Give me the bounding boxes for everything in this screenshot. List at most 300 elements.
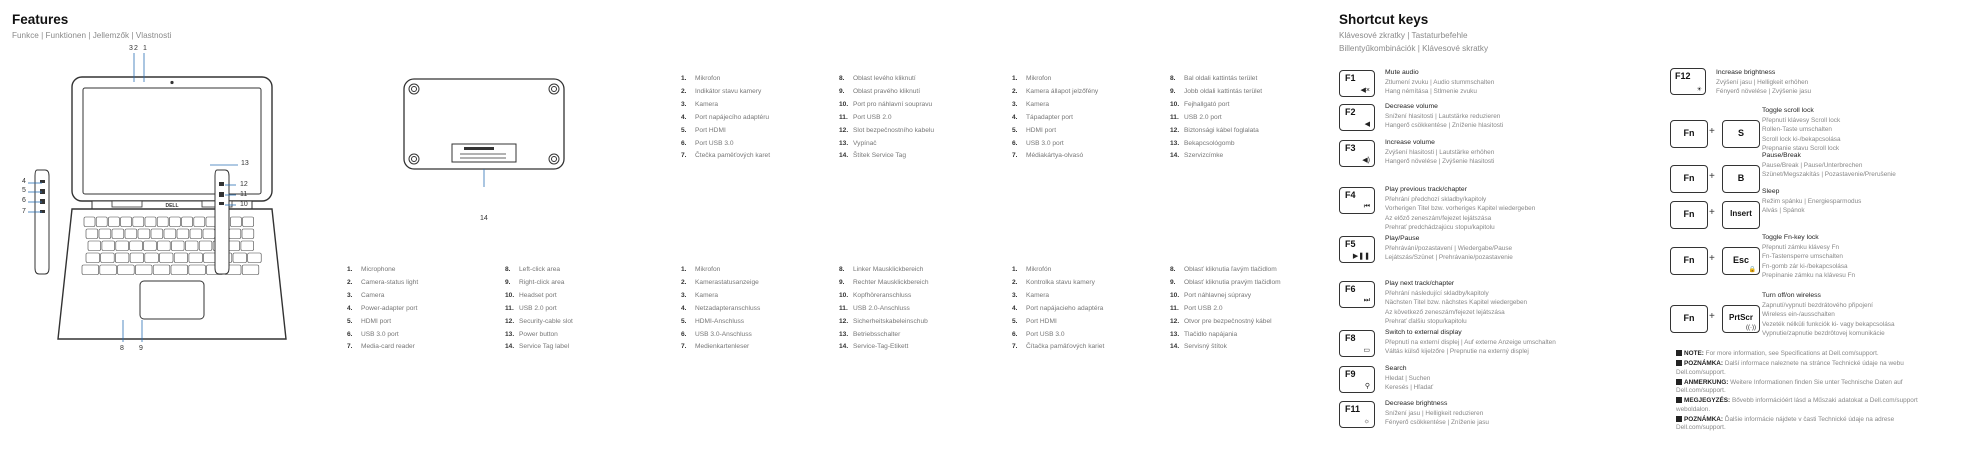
feature-item-label: Right-click area — [519, 278, 565, 286]
feature-item-label: Service-Tag-Etikett — [853, 343, 909, 351]
feature-item — [505, 341, 573, 354]
feature-item-label: Linker Mausklickbereich — [853, 266, 924, 273]
shortcut-description — [1762, 233, 1855, 281]
feature-item — [681, 125, 770, 138]
feature-item-label: USB 2.0 port — [519, 304, 557, 312]
key-label: Insert — [1730, 209, 1752, 218]
feature-item-number: 12. — [505, 317, 515, 325]
key-label: F5 — [1345, 239, 1356, 249]
note — [1676, 397, 1921, 414]
feature-item-label: Slot bezpečnostního kabelu — [853, 126, 935, 134]
key-f3 — [1339, 140, 1375, 167]
feature-list-sk-col1 — [1012, 264, 1104, 354]
feature-item-number: 10. — [1170, 100, 1180, 108]
key-f12 — [1670, 68, 1706, 95]
note-icon — [1676, 379, 1682, 385]
external-display-icon: ▭ — [1363, 347, 1370, 354]
shortcut-translation: Fényerő csökkentése | Zníženie jasu — [1385, 419, 1489, 427]
feature-item — [839, 316, 929, 329]
feature-item — [681, 264, 760, 277]
feature-item — [347, 341, 418, 354]
feature-item — [1012, 303, 1104, 316]
shortcut-translation: Přepnutí na externí displej | Auf externe Anzeige umschalten — [1385, 338, 1556, 346]
feature-item-number: 12. — [1170, 126, 1180, 134]
feature-item-number: 6. — [681, 330, 687, 338]
feature-item — [1012, 264, 1104, 277]
feature-item-label: Kamera állapot jelzőfény — [1026, 87, 1099, 95]
plus-sign: + — [1709, 171, 1715, 182]
feature-item-label: Mikrofón — [1026, 266, 1052, 273]
feature-item — [1012, 150, 1098, 163]
feature-item-label: USB 3.0 port — [361, 330, 399, 338]
feature-item-label: Camera — [361, 291, 385, 299]
feature-item-number: 8. — [1170, 75, 1176, 82]
feature-item-label: Bal oldali kattintás terület — [1184, 75, 1258, 82]
shortcut-translation: Hledat | Suchen — [1385, 374, 1431, 382]
shortcut-translation: Az következő zeneszám/fejezet lejátszása — [1385, 308, 1505, 316]
feature-item-number: 11. — [1170, 113, 1179, 121]
feature-item — [1170, 138, 1262, 151]
feature-item-number: 9. — [505, 278, 511, 286]
key-label: Fn — [1683, 313, 1695, 323]
feature-item-label: USB 2.0 port — [1184, 113, 1222, 121]
feature-item — [681, 86, 770, 99]
shortcut-translation: Přehrání následující skladby/kapitoly — [1385, 289, 1489, 297]
feature-item-label: Port HDMI — [1026, 317, 1057, 325]
plus-sign: + — [1709, 207, 1715, 218]
feature-item — [1170, 86, 1262, 99]
feature-item-label: Biztonsági kábel foglalata — [1184, 126, 1259, 134]
feature-item-label: Čtečka paměťových karet — [695, 152, 771, 160]
feature-item-label: Netzadapteranschluss — [695, 304, 761, 312]
feature-item-label: Mikrofon — [695, 75, 721, 82]
shortcut-translation: Fn-Tastensperre umschalten — [1762, 253, 1843, 261]
shortcut-translation: Nächsten Titel bzw. nächstes Kapitel wiedergeben — [1385, 299, 1528, 307]
next-track-icon: ⏭ — [1363, 297, 1370, 304]
key-f11 — [1339, 401, 1375, 428]
shortcut-keys-subtitle-1: Klávesové zkratky | Tastaturbefehle — [1339, 31, 1468, 40]
feature-item-number: 2. — [1012, 87, 1018, 95]
feature-list-en-col2 — [505, 264, 573, 354]
shortcut-keys-subtitle-2: Billentyűkombinációk | Klávesové skratky — [1339, 44, 1489, 53]
key-label: Esc — [1732, 255, 1749, 265]
shortcut-title: Switch to external display — [1385, 329, 1462, 336]
plus-sign: + — [1709, 253, 1715, 264]
feature-item-label: Power-adapter port — [361, 304, 418, 312]
feature-item-label: Jobb oldali kattintás terület — [1184, 87, 1263, 95]
feature-item-number: 13. — [1170, 139, 1180, 147]
feature-item-label: Service Tag label — [519, 343, 570, 351]
note-text: Bővebb információért lásd a Műszaki adatokat a Dell.com/support weboldalon. — [1676, 397, 1918, 413]
note-text: Weitere Informationen finden Sie unter Technische Daten auf Dell.com/support. — [1676, 378, 1903, 395]
feature-item-label: Kopfhöreranschluss — [853, 291, 912, 299]
notes-block — [1676, 350, 1921, 435]
key-label: Fn — [1683, 128, 1695, 138]
feature-list-hu-col2 — [1170, 73, 1262, 163]
feature-item-number: 9. — [839, 87, 845, 95]
feature-item-number: 13. — [839, 330, 849, 338]
feature-item-number: 14. — [839, 343, 849, 351]
feature-item-label: Mikrofon — [695, 266, 721, 273]
feature-item-label: HDMI port — [361, 317, 392, 325]
shortcut-description — [1762, 187, 1861, 216]
feature-item — [1170, 112, 1262, 125]
note-label: POZNÁMKA: — [1684, 416, 1724, 424]
feature-item-number: 4. — [681, 304, 687, 312]
shortcut-description — [1385, 364, 1433, 393]
feature-item — [347, 277, 418, 290]
feature-item-number: 14. — [839, 152, 849, 160]
feature-item-number: 4. — [1012, 304, 1018, 312]
key-fn — [1670, 305, 1708, 333]
lock-icon: 🔒 — [1748, 267, 1756, 273]
feature-item-number: 5. — [681, 126, 687, 134]
callout-6: 6 — [22, 197, 26, 204]
key-label: B — [1737, 173, 1745, 183]
feature-item — [1012, 341, 1104, 354]
feature-item — [1012, 112, 1098, 125]
shortcut-translation: Alvás | Spánok — [1762, 207, 1805, 215]
wireless-icon: ((·)) — [1746, 325, 1756, 331]
key-f5 — [1339, 236, 1375, 263]
feature-item-number: 6. — [681, 139, 687, 147]
feature-item — [1170, 329, 1281, 342]
key-label: Fn — [1683, 255, 1695, 265]
key-esc — [1722, 247, 1760, 275]
feature-item — [505, 303, 573, 316]
feature-item-label: Rechter Mausklickbereich — [853, 278, 929, 286]
shortcut-description — [1385, 234, 1513, 263]
shortcut-title: Play next track/chapter — [1385, 280, 1455, 287]
shortcut-title: Pause/Break — [1762, 152, 1801, 159]
shortcut-translation: Ztlumení zvuku | Audio stummschalten — [1385, 78, 1495, 86]
feature-item-number: 8. — [505, 266, 511, 273]
feature-item — [839, 150, 934, 163]
key-label: PrtScr — [1728, 313, 1753, 322]
feature-item-number: 13. — [839, 139, 849, 147]
feature-item — [347, 303, 418, 316]
feature-item-label: Betriebsschalter — [853, 330, 901, 338]
key-insert — [1722, 201, 1760, 229]
note — [1676, 416, 1921, 433]
note — [1676, 350, 1921, 358]
feature-item-label: USB 2.0-Anschluss — [853, 304, 910, 312]
key-b — [1722, 165, 1760, 193]
feature-list-de-col1 — [681, 264, 760, 354]
feature-item-number: 2. — [681, 278, 687, 286]
note-text: Další informace naleznete na stránce Technické údaje na webu Dell.com/support. — [1676, 360, 1904, 376]
feature-item-label: Port HDMI — [695, 126, 726, 134]
feature-item — [505, 264, 573, 277]
feature-list-en-col1 — [347, 264, 418, 354]
callout-12: 12 — [240, 181, 248, 188]
feature-item-number: 10. — [1170, 291, 1180, 299]
key-f1 — [1339, 70, 1375, 97]
feature-item-number: 14. — [1170, 343, 1180, 351]
shortcut-translation: Zvýšení hlasitosti | Lautstärke erhöhen — [1385, 148, 1495, 156]
feature-item — [839, 329, 929, 342]
feature-item — [505, 316, 573, 329]
shortcut-translation: Snížení hlasitosti | Lautstärke reduzieren — [1385, 112, 1501, 120]
feature-item-number: 11. — [505, 304, 514, 312]
key-label: F9 — [1345, 369, 1356, 379]
key-f8 — [1339, 330, 1375, 357]
shortcut-translation: Režim spánku | Energiesparmodus — [1762, 197, 1862, 205]
feature-item-label: Camera-status light — [361, 278, 419, 286]
feature-item-label: Oblast pravého kliknutí — [853, 87, 921, 95]
feature-item-number: 6. — [347, 330, 353, 338]
key-label: S — [1737, 128, 1744, 138]
feature-item — [505, 277, 573, 290]
key-label: F11 — [1345, 404, 1361, 414]
feature-item-number: 9. — [1170, 87, 1176, 95]
callout-8: 8 — [120, 345, 124, 352]
callout-7: 7 — [22, 208, 26, 215]
feature-item — [681, 303, 760, 316]
brightness-down-icon: ☼ — [1363, 418, 1370, 425]
callout-3: 3 — [129, 45, 133, 52]
feature-item — [681, 99, 770, 112]
feature-item — [839, 303, 929, 316]
feature-item-number: 8. — [839, 266, 845, 273]
feature-item — [839, 73, 934, 86]
callout-lines — [0, 0, 300, 300]
feature-item-number: 2. — [1012, 278, 1018, 286]
feature-item-label: Port USB 2.0 — [1184, 304, 1223, 312]
shortcut-description — [1385, 279, 1527, 327]
feature-item — [839, 138, 934, 151]
key-f2 — [1339, 104, 1375, 131]
shortcut-description — [1385, 68, 1494, 97]
feature-item-number: 1. — [347, 266, 353, 273]
feature-item — [839, 112, 934, 125]
feature-item — [681, 112, 770, 125]
feature-item-label: Čítačka pamäťových kariet — [1026, 343, 1105, 351]
previous-track-icon: ⏮ — [1363, 203, 1370, 210]
feature-item-label: Indikátor stavu kamery — [695, 87, 762, 95]
feature-item-number: 3. — [347, 291, 353, 299]
feature-item-number: 6. — [1012, 139, 1018, 147]
feature-item — [681, 150, 770, 163]
feature-item — [681, 316, 760, 329]
note-icon — [1676, 360, 1682, 366]
note-label: ANMERKUNG: — [1684, 378, 1729, 386]
shortcut-translation: Szünet/Megszakítás | Pozastavenie/Prerušenie — [1762, 171, 1896, 179]
feature-item-label: Oblasť kliknutia ľavým tlačidlom — [1184, 266, 1277, 273]
key-s — [1722, 120, 1760, 148]
feature-item-number: 7. — [681, 343, 687, 351]
note-text: Ďalšie informácie nájdete v časti Technické údaje na adrese Dell.com/support. — [1676, 416, 1895, 432]
feature-item-number: 7. — [681, 152, 687, 160]
feature-item-number: 8. — [839, 75, 845, 82]
feature-item — [839, 99, 934, 112]
key-label: F6 — [1345, 284, 1356, 294]
feature-item-label: HDMI port — [1026, 126, 1057, 134]
callout-11: 11 — [240, 191, 248, 198]
shortcut-translation: Scroll lock ki-/bekapcsolása — [1762, 135, 1841, 143]
feature-item — [505, 290, 573, 303]
feature-item-number: 10. — [505, 291, 515, 299]
callout-14: 14 — [480, 215, 488, 222]
shortcut-title: Increase volume — [1385, 139, 1435, 146]
feature-item-number: 5. — [1012, 126, 1018, 134]
feature-item — [681, 73, 770, 86]
key-label: F2 — [1345, 107, 1356, 117]
shortcut-translation: Vorherigen Titel bzw. vorheriges Kapitel wiedergeben — [1385, 205, 1536, 213]
feature-item — [1012, 86, 1098, 99]
feature-item — [1170, 341, 1281, 354]
key-f4 — [1339, 187, 1375, 214]
feature-item-number: 9. — [1170, 278, 1176, 286]
feature-item-label: Port napájecího adaptéru — [695, 113, 770, 121]
feature-item — [347, 290, 418, 303]
feature-item-label: Kamera — [1026, 291, 1050, 299]
key-f6 — [1339, 281, 1375, 308]
shortcut-translation: Wireless ein-/ausschalten — [1762, 311, 1835, 319]
shortcut-title: Play previous track/chapter — [1385, 186, 1467, 193]
feature-item — [347, 264, 418, 277]
feature-item-number: 4. — [1012, 113, 1018, 121]
feature-item — [1170, 99, 1262, 112]
feature-item-number: 3. — [681, 291, 687, 299]
feature-item — [681, 329, 760, 342]
feature-item-label: Bekapcsológomb — [1184, 139, 1235, 147]
feature-item-label: Security-cable slot — [519, 317, 573, 325]
shortcut-description — [1762, 106, 1841, 154]
shortcut-description — [1762, 151, 1896, 180]
feature-item — [839, 277, 929, 290]
feature-item-number: 1. — [1012, 266, 1018, 273]
feature-item — [1012, 125, 1098, 138]
feature-item-label: Sicherheitskabeleinschub — [853, 317, 928, 325]
feature-item-number: 1. — [681, 266, 687, 273]
feature-item-number: 14. — [1170, 152, 1180, 160]
shortcut-translation: Hangerő csökkentése | Zníženie hlasitosti — [1385, 122, 1504, 130]
key-label: Fn — [1683, 173, 1695, 183]
feature-item-number: 3. — [681, 100, 687, 108]
shortcut-translation: Prepínanie zámku na klávesu Fn — [1762, 272, 1856, 280]
feature-item-label: Tápadapter port — [1026, 113, 1073, 121]
shortcut-title: Decrease volume — [1385, 103, 1438, 110]
feature-item — [839, 290, 929, 303]
feature-item-number: 5. — [347, 317, 353, 325]
feature-item-label: Port USB 2.0 — [853, 113, 892, 121]
key-label: Fn — [1683, 209, 1695, 219]
feature-item-label: Media-card reader — [361, 343, 415, 351]
feature-item-label: Headset port — [519, 291, 557, 299]
feature-item-label: Port USB 3.0 — [695, 139, 734, 147]
feature-item — [1012, 99, 1098, 112]
key-label: F4 — [1345, 190, 1356, 200]
feature-item-number: 11. — [839, 113, 848, 121]
feature-item-label: Port náhlavnej súpravy — [1184, 291, 1252, 299]
feature-item — [681, 341, 760, 354]
feature-item-label: Štítek Service Tag — [853, 152, 907, 160]
feature-item-label: Fejhallgató port — [1184, 100, 1230, 108]
key-fn — [1670, 201, 1708, 229]
shortcut-translation: Pause/Break | Pause/Unterbrechen — [1762, 161, 1863, 169]
feature-item-number: 4. — [347, 304, 353, 312]
key-fn — [1670, 165, 1708, 193]
feature-item — [1170, 264, 1281, 277]
key-label: F12 — [1675, 71, 1691, 81]
feature-item-label: Tlačidlo napájania — [1184, 330, 1238, 338]
feature-item-number: 13. — [505, 330, 515, 338]
note-icon — [1676, 397, 1682, 403]
note-label: POZNÁMKA: — [1684, 360, 1724, 368]
shortcut-translation: Hang némítása | Stlmenie zvuku — [1385, 88, 1477, 96]
note-icon — [1676, 350, 1682, 356]
feature-item-label: Servisný štítok — [1184, 343, 1227, 351]
feature-item-number: 5. — [681, 317, 687, 325]
key-label: F8 — [1345, 333, 1356, 343]
feature-item — [839, 264, 929, 277]
feature-item — [1012, 73, 1098, 86]
mute-icon: ◀× — [1360, 87, 1370, 94]
search-icon: ⚲ — [1364, 383, 1370, 390]
feature-item-label: Kamerastatusanzeige — [695, 278, 759, 286]
feature-item — [1170, 303, 1281, 316]
shortcut-description — [1385, 328, 1556, 357]
key-f9 — [1339, 366, 1375, 393]
feature-item-number: 13. — [1170, 330, 1180, 338]
shortcut-description — [1385, 138, 1494, 167]
feature-item-number: 12. — [1170, 317, 1180, 325]
feature-item-label: HDMI-Anschluss — [695, 317, 745, 325]
feature-item-number: 2. — [347, 278, 353, 286]
feature-item — [347, 329, 418, 342]
shortcut-translation: Váltás külső kijelzőre | Prepnutie na externý displej — [1385, 348, 1529, 356]
shortcut-translation: Fn-gomb zár ki-/bekapcsolása — [1762, 262, 1848, 270]
feature-item-number: 11. — [1170, 304, 1179, 312]
key-label: F1 — [1345, 73, 1356, 83]
feature-item-number: 1. — [681, 75, 687, 82]
feature-item-number: 8. — [1170, 266, 1176, 273]
feature-item-number: 5. — [1012, 317, 1018, 325]
feature-item — [347, 316, 418, 329]
volume-down-icon: ◀ — [1364, 121, 1370, 128]
shortcut-title: Mute audio — [1385, 69, 1419, 76]
brightness-up-icon: ☀ — [1696, 87, 1702, 93]
shortcut-title: Toggle scroll lock — [1762, 107, 1814, 114]
feature-item-label: Kontrolka stavu kamery — [1026, 278, 1095, 286]
feature-item — [1012, 138, 1098, 151]
feature-item — [1012, 277, 1104, 290]
shortcut-translation: Fényerő növelése | Zvýšenie jasu — [1716, 88, 1812, 96]
callout-4: 4 — [22, 178, 26, 185]
shortcut-title: Turn off/on wireless — [1762, 292, 1821, 299]
volume-up-icon: ◀) — [1362, 157, 1370, 164]
feature-item-label: Kamera — [695, 100, 719, 108]
feature-item — [681, 290, 760, 303]
plus-sign: + — [1709, 126, 1715, 137]
feature-item — [1012, 329, 1104, 342]
shortcut-translation: Keresés | Hľadať — [1385, 384, 1434, 392]
shortcut-description — [1385, 185, 1535, 233]
shortcut-translation: Lejátszás/Szünet | Prehrávanie/pozastavenie — [1385, 254, 1513, 262]
feature-item-number: 7. — [1012, 152, 1018, 160]
feature-item-label: USB 3.0 port — [1026, 139, 1064, 147]
feature-item-number: 10. — [839, 100, 849, 108]
feature-item-label: Oblast levého kliknutí — [853, 75, 916, 82]
feature-item — [1170, 150, 1262, 163]
plus-sign: + — [1709, 311, 1715, 322]
feature-item-label: Médiakártya-olvasó — [1026, 152, 1084, 160]
feature-item-number: 3. — [1012, 291, 1018, 299]
note-label: MEGJEGYZÉS: — [1684, 397, 1731, 405]
feature-item — [839, 86, 934, 99]
feature-item-label: Otvor pre bezpečnostný kábel — [1184, 317, 1272, 325]
